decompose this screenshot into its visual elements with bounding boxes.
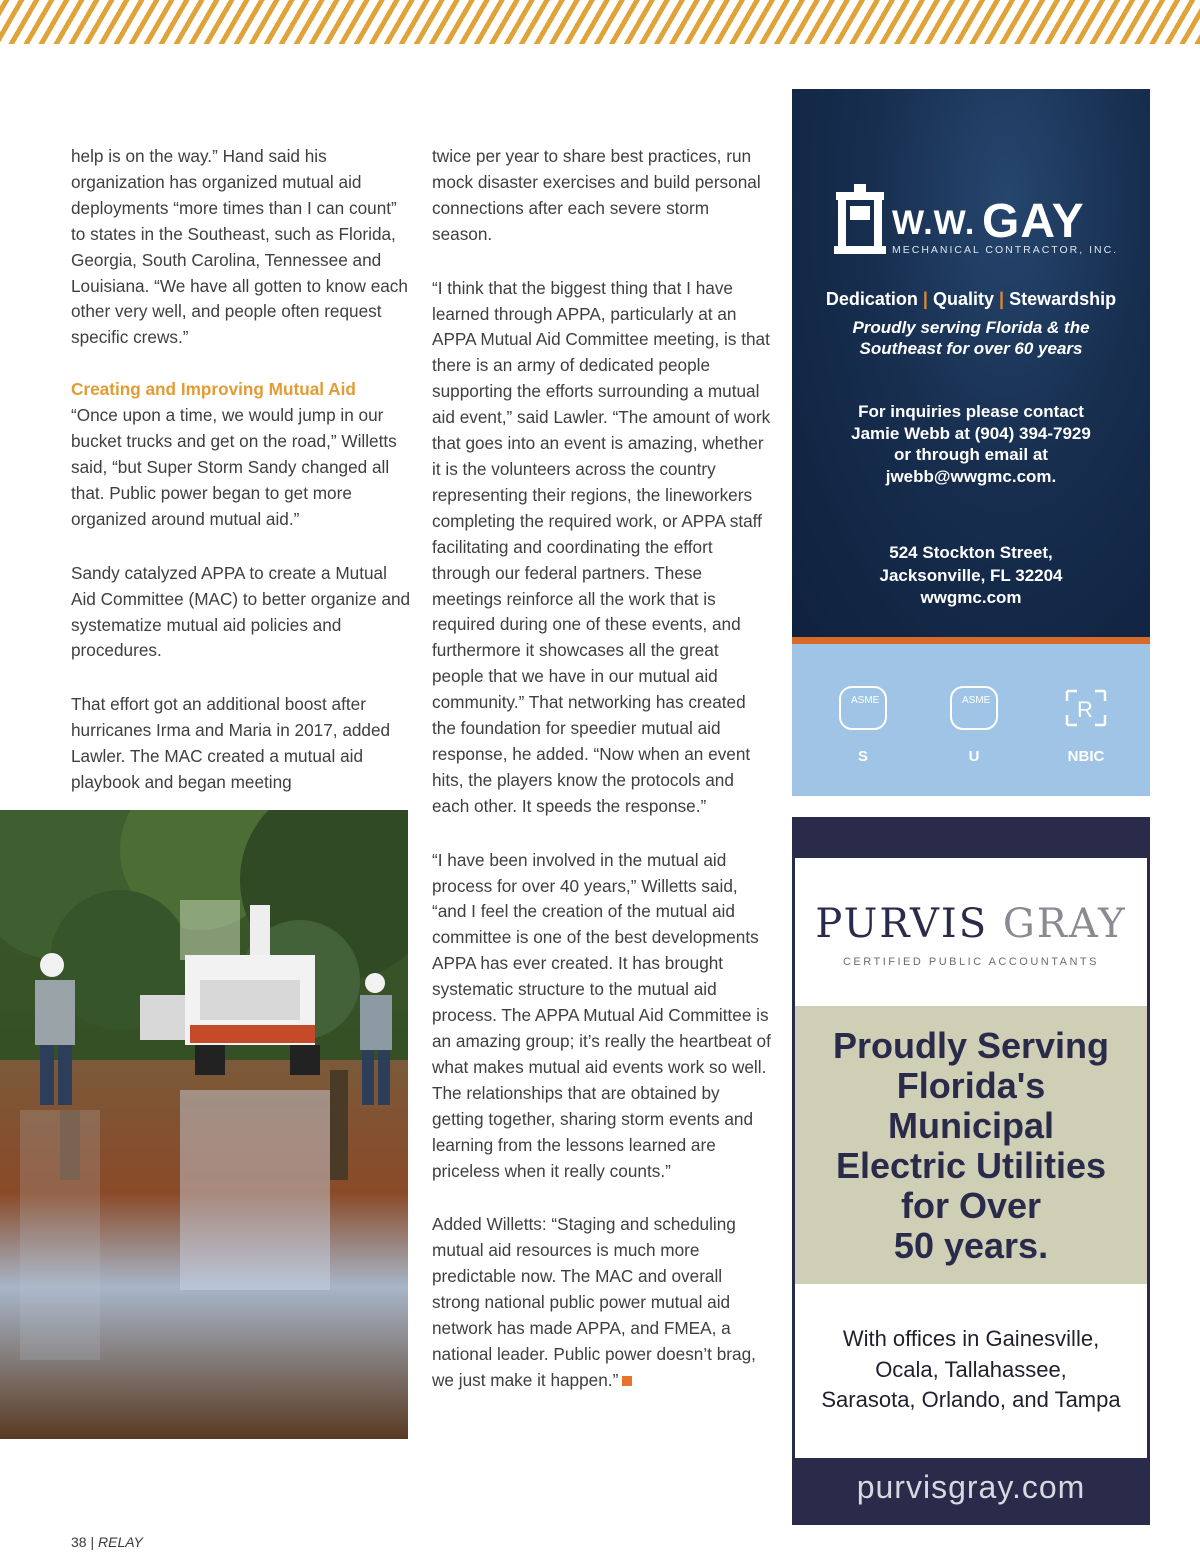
- headline-line: 50 years.: [893, 1225, 1049, 1266]
- article-column-2: [432, 144, 772, 1422]
- badge-label: S: [857, 748, 868, 765]
- paragraph: “Once upon a time, we would jump in our bucket trucks and get on the road,” Willetts said, “but Super Storm Sandy changed all that. Public power began to get more organized around mutual aid.”: [71, 405, 397, 529]
- tagline: [792, 289, 1150, 310]
- address-block: [792, 542, 1150, 610]
- purvis-offices-panel: [795, 1284, 1147, 1458]
- contact-email-link[interactable]: jwebb@wwgmc.com.: [885, 466, 1057, 486]
- publication-name: RELAY: [98, 1534, 143, 1550]
- contact-block: [792, 401, 1150, 487]
- article-column-1: [71, 144, 411, 824]
- logo-subtitle: CERTIFIED PUBLIC ACCOUNTANTS: [842, 956, 1099, 968]
- tagline-word: Stewardship: [1009, 289, 1117, 309]
- end-mark-icon: [622, 1376, 632, 1386]
- logo-ww: W.W.: [892, 204, 976, 242]
- purvis-website-link[interactable]: purvisgray.com: [856, 1469, 1086, 1505]
- paragraph: “I have been involved in the mutual aid process for over 40 years,” Willetts said, “and I feel the creation of the mutual aid committee is one of the best developments APPA has ever created. It has brought systematic structure to the mutual aid process. The APPA Mutual Aid Committee is an amazing group; it’s really the heartbeat of what makes mutual aid events work so well. The relationships that are obtained by getting together, sharing storm events and learning from the lessons learned are priceless when it really counts.”: [432, 849, 771, 1181]
- badge-mark: ASME: [851, 695, 880, 706]
- flood-scene-illustration: [0, 810, 408, 1439]
- website-link[interactable]: wwgmc.com: [920, 588, 1022, 607]
- logo-word-gray: GRAY: [1002, 901, 1127, 947]
- office-locations: [795, 1324, 1147, 1416]
- badge-mark: ASME: [962, 695, 991, 706]
- purvis-gray-logo: [795, 901, 1147, 947]
- ad-divider: [792, 637, 1150, 644]
- paragraph-final: [432, 1212, 772, 1393]
- paragraph: That effort got an additional boost after hurricanes Irma and Maria in 2017, added Lawler. The MAC created a mutual aid playbook and began meeting: [71, 694, 391, 793]
- paragraph: Sandy catalyzed APPA to create a Mutual Aid Committee (MAC) to better organize and systematize mutual aid policies and procedures.: [71, 562, 411, 661]
- page-footer: [71, 1534, 143, 1550]
- subheading: Creating and Improving Mutual Aid: [71, 379, 356, 400]
- headline-line: Proudly Serving: [832, 1025, 1110, 1066]
- purvis-headline-panel: [795, 1006, 1147, 1284]
- address-city: Jacksonville, FL 32204: [879, 565, 1063, 585]
- address-street: 524 Stockton Street,: [889, 543, 1053, 562]
- purvis-gray-advertisement[interactable]: [792, 817, 1150, 1525]
- badge-mark: R: [1077, 697, 1093, 722]
- paragraph-text: Added Willetts: “Staging and scheduling mutual aid resources is much more predictable now. The MAC and overall strong national public power mutual aid network has made APPA, and FMEA, a national leader. Public power doesn’t brag, we just make it happen.”: [432, 1214, 756, 1390]
- headline-line: Municipal: [887, 1105, 1054, 1146]
- subsection: [71, 377, 411, 532]
- paragraph: “I think that the biggest thing that I have learned through APPA, particularly at an APPA Mutual Aid Committee meeting, is that there is an army of dedicated people supporting the efforts surrounding a mutual aid event,” said Lawler. “The amount of work that goes into an event is amazing, whether it is the volunteers across the country representing their regions, the lineworkers completing the required work, or APPA staff facilitating and coordinating the effort through our federal partners. These meetings reinforce all the work that is required during one of these events, and furthermore it showcases all the great people that we have in our mutual aid community.” That networking has created the foundation for speedier mutual aid response, he added. “Now when an event hits, the players know the protocols and each other. It speeds the response.”: [432, 277, 771, 816]
- headline-line: Electric Utilities: [835, 1145, 1107, 1186]
- purvis-logo-panel: [795, 858, 1147, 1006]
- office-line: With offices in Gainesville,: [842, 1326, 1100, 1351]
- paragraph: help is on the way.” Hand said his organization has organized mutual aid deployments “more times than I can count” to states in the Southeast, such as Florida, Georgia, South Carolina, Tennessee and Louisiana. “We have all gotten to know each other very well, and people often request specific crews.”: [71, 146, 408, 348]
- badge-label: U: [968, 748, 980, 765]
- ad-dark-panel: [792, 89, 1150, 637]
- logo-subtitle: MECHANICAL CONTRACTOR, INC.: [892, 244, 1119, 256]
- logo-gay: GAY: [982, 195, 1085, 248]
- ww-gay-logo: [832, 184, 1122, 264]
- serving-statement: [792, 317, 1150, 359]
- purvis-headline: [795, 1026, 1147, 1266]
- tagline-word: Dedication: [825, 289, 918, 309]
- ww-gay-advertisement[interactable]: [792, 89, 1150, 796]
- serving-line: Proudly serving Florida & the: [852, 318, 1090, 337]
- contact-line: For inquiries please contact: [858, 402, 1084, 421]
- office-line: Ocala, Tallahassee,: [875, 1356, 1067, 1382]
- paragraph: twice per year to share best practices, run mock disaster exercises and build personal connections after each severe storm season.: [432, 146, 761, 244]
- page-number: 38: [71, 1534, 87, 1550]
- tagline-separator: |: [999, 289, 1005, 309]
- asme-s-badge-icon: [828, 681, 898, 740]
- headline-line: for Over: [900, 1185, 1042, 1226]
- footer-separator: |: [90, 1534, 95, 1550]
- serving-line: Southeast for over 60 years: [859, 339, 1083, 358]
- tagline-separator: |: [922, 289, 928, 309]
- decorative-stripe-banner: [0, 0, 1200, 44]
- pipe-vise-icon: [832, 184, 888, 256]
- badge-label: NBIC: [1067, 748, 1105, 765]
- tagline-word: Quality: [932, 289, 994, 309]
- office-line: Sarasota, Orlando, and Tampa: [821, 1387, 1121, 1412]
- contact-line: or through email at: [894, 445, 1048, 464]
- nbic-r-badge-icon: [1051, 681, 1121, 740]
- contact-phone[interactable]: Jamie Webb at (904) 394-7929: [851, 423, 1091, 443]
- flood-photo: [0, 810, 408, 1439]
- headline-line: Florida's: [896, 1065, 1046, 1106]
- logo-word-purvis: PURVIS: [815, 901, 1003, 947]
- asme-u-badge-icon: [939, 681, 1009, 740]
